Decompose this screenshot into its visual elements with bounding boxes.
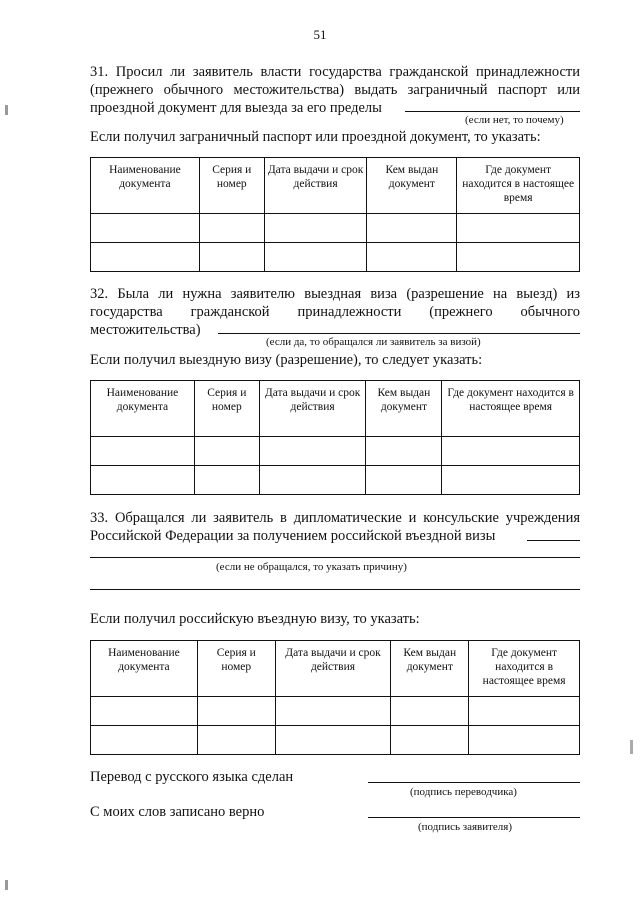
table-cell[interactable] [367,243,457,272]
table-cell[interactable] [199,243,264,272]
q32-line1: 32. Была ли нужна заявителю выездная виза (разрешение на выезд) из [90,286,580,302]
table-cell[interactable] [91,214,200,243]
q32-answer-line[interactable] [218,333,580,334]
col-document-name: Наименование документа [91,381,195,437]
table-cell[interactable] [199,214,264,243]
table-cell[interactable] [275,726,391,755]
table-cell[interactable] [469,726,580,755]
translator-hint: (подпись переводчика) [410,786,517,798]
col-issued-by: Кем выдан документ [391,641,469,697]
col-issue-date: Дата выдачи и срок действия [275,641,391,697]
table-cell[interactable] [457,243,580,272]
q33-line2: Российской Федерации за получением российской въездной визы [90,528,496,544]
col-series-number: Серия и номер [194,381,259,437]
col-location: Где документ находится в настоящее время [457,158,580,214]
q33-documents-table [90,640,580,755]
table-cell[interactable] [367,214,457,243]
q31-followup: Если получил заграничный паспорт или проездной документ, то указать: [90,129,541,145]
scan-mark [630,740,633,754]
table-cell[interactable] [259,466,366,495]
q32-line2 [90,303,580,321]
q33-answer-line-2[interactable] [90,557,580,558]
col-series-number: Серия и номер [199,158,264,214]
table-row [91,437,580,466]
applicant-signature-line[interactable] [368,817,580,818]
q32-line3: местожительства) [90,322,201,338]
table-cell[interactable] [275,697,391,726]
table-cell[interactable] [91,437,195,466]
q33-followup: Если получил российскую въездную визу, то указать: [90,611,420,627]
applicant-hint: (подпись заявителя) [418,821,513,833]
q32-hint: (если да, то обращался ли заявитель за визой) [266,336,481,348]
table-row [91,466,580,495]
translator-signature-line[interactable] [368,782,580,783]
table-row [91,243,580,272]
translation-label: Перевод с русского языка сделан [90,769,294,785]
col-location: Где документ находится в настоящее время [442,381,580,437]
q32-word: (прежнего [429,304,493,320]
q33-hint: (если не обращался, то указать причину) [216,561,407,573]
table-cell[interactable] [366,466,442,495]
table-cell[interactable] [469,697,580,726]
col-location: Где документ находится в настоящее время [469,641,580,697]
table-cell[interactable] [197,726,275,755]
table-row [91,697,580,726]
col-issued-by: Кем выдан документ [366,381,442,437]
page-number: 51 [313,27,327,42]
table-cell[interactable] [391,697,469,726]
q31-line1: 31. Просил ли заявитель власти государства гражданской принадлежности [90,64,580,80]
q33-answer-line[interactable] [527,540,580,541]
q32-word: гражданской [190,304,270,320]
table-cell[interactable] [194,466,259,495]
table-row [91,726,580,755]
table-cell[interactable] [91,726,198,755]
table-cell[interactable] [91,243,200,272]
q33-line1: 33. Обращался ли заявитель в дипломатические и консульские учреждения [90,510,580,526]
q31-line2: (прежнего обычного местожительства) выдать заграничный паспорт или [90,82,580,98]
scan-mark [5,105,8,115]
col-series-number: Серия и номер [197,641,275,697]
table-cell[interactable] [91,466,195,495]
q31-answer-line[interactable] [405,111,580,112]
table-cell[interactable] [442,466,580,495]
q32-followup: Если получил выездную визу (разрешение), то следует указать: [90,352,483,368]
table-row [91,214,580,243]
q32-word: принадлежности [297,304,402,320]
q31-line3: проездной документ для выезда за его пределы [90,100,382,116]
col-issue-date: Дата выдачи и срок действия [264,158,367,214]
table-cell[interactable] [366,437,442,466]
table-cell[interactable] [457,214,580,243]
q32-documents-table [90,380,580,495]
table-cell[interactable] [264,243,367,272]
recorded-label: С моих слов записано верно [90,804,265,820]
table-cell[interactable] [442,437,580,466]
q31-documents-table [90,157,580,272]
scan-mark [5,880,8,890]
q31-hint: (если нет, то почему) [465,114,564,126]
table-cell[interactable] [197,697,275,726]
table-cell[interactable] [391,726,469,755]
q32-word: государства [90,304,163,320]
col-document-name: Наименование документа [91,158,200,214]
table-cell[interactable] [194,437,259,466]
col-issued-by: Кем выдан документ [367,158,457,214]
table-cell[interactable] [264,214,367,243]
col-issue-date: Дата выдачи и срок действия [259,381,366,437]
q33-answer-line-3[interactable] [90,589,580,590]
col-document-name: Наименование документа [91,641,198,697]
q32-word: обычного [520,304,580,320]
table-cell[interactable] [259,437,366,466]
table-cell[interactable] [91,697,198,726]
